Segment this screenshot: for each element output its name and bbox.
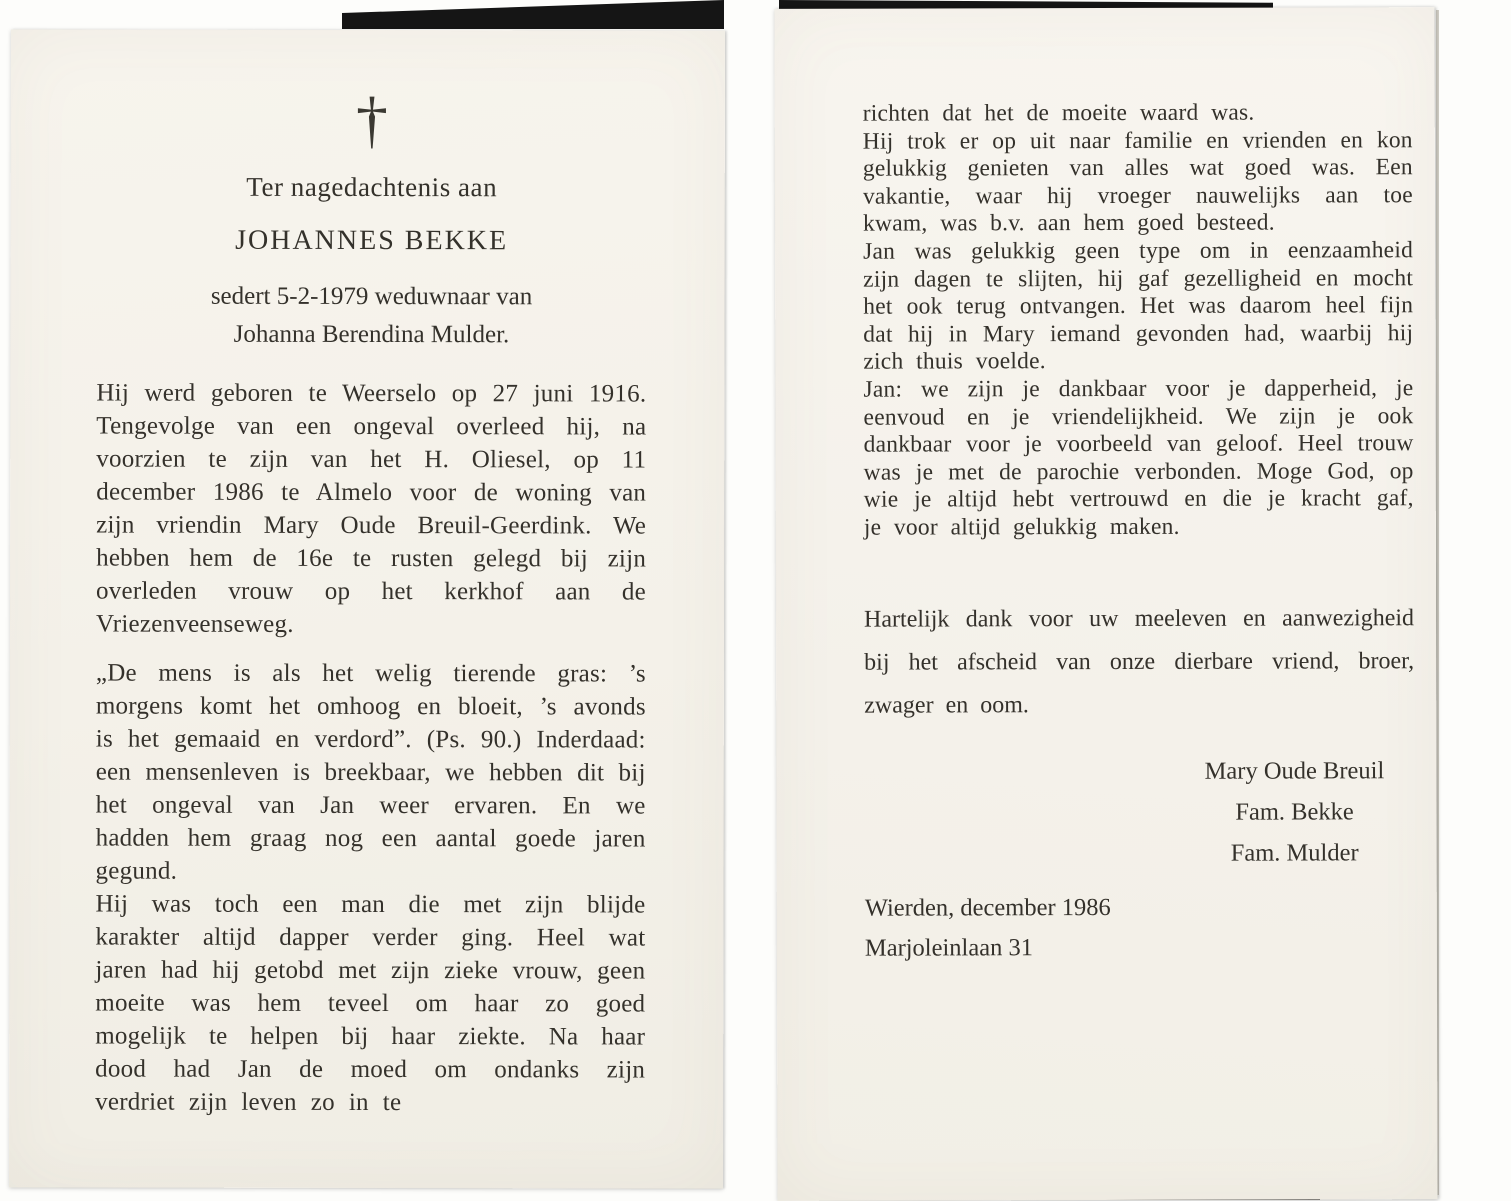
- paragraph-thanks: Hartelijk dank voor uw meeleven en aanwezigheid bij het afscheid van onze dierbare vriend, broer, zwager en oom.: [864, 604, 1415, 719]
- memorial-card-right-page: [774, 7, 1437, 1201]
- signature-line: Mary Oude Breuil: [1204, 756, 1385, 785]
- paragraph-biography: Hij werd geboren te Weerselo op 27 juni 1916. Tengevolge van een ongeval overleed hij, na voorzien te zijn van het H. Oliesel, op 11 december 1986 te Almelo voor de woning van zijn vriendin Mary Oude Breuil-Geerdink. We hebben hem de 16e te rusten gelegd bij zijn overleden vrouw op het kerkhof aan de Vriezenveenseweg.: [95, 379, 647, 638]
- paragraph-gratitude: Jan: we zijn je dankbaar voor je dapperheid, je eenvoud en je vriendelijkheid. We zijn je ook dankbaar voor je voorbeeld van geloof. Heel trouw was je met de parochie verbonden. Moge God, op wie je altijd hebt vertrouwd en die je kracht gaf, je voor altijd gelukkig maken.: [863, 375, 1414, 541]
- paragraph-family-friends: Hij trok er op uit naar familie en vrienden en kon gelukkig genieten van alles wat goed was. Een vakantie, waar hij vroeger nauwelijks aan toe kwam, was b.v. aan hem goed besteed.: [862, 126, 1413, 238]
- left-page-body: [95, 377, 646, 1120]
- memorial-heading: Ter nagedachtenis aan: [246, 171, 498, 203]
- signature-line: Fam. Bekke: [1235, 797, 1354, 826]
- cross-icon: †: [355, 83, 388, 156]
- paragraph-companionship: Jan was gelukkig geen type om in eenzaamheid zijn dagen te slijten, hij gaf gezelligheid en mocht het ook terug ontvangen. Het was daarom heel fijn dat hij in Mary iemand gevonden had, waarbij hij zich thuis voelde.: [863, 237, 1414, 375]
- right-page-body: [863, 99, 1414, 542]
- memorial-card-left-page: [9, 29, 725, 1188]
- paragraph-psalm: „De mens is als het welig tierende gras: ’s morgens komt het omhoog en bloeit, ’s avonds is het gemaaid en verdord”. (Ps. 90.) Inderdaad: een mensenleven is breekbaar, we hebben dit bij het ongeval van Jan weer ervaren. En we hadden hem graag nog een aantal goede jaren gegund.: [95, 659, 646, 885]
- deceased-name: JOHANNES BEKKE: [235, 224, 509, 257]
- place-date-line: Wierden, december 1986: [864, 893, 1111, 922]
- paragraph-continuation: richten dat het de moeite waard was.: [862, 99, 1255, 127]
- widower-line: sedert 5-2-1979 weduwnaar van: [210, 282, 533, 311]
- paragraph-character: Hij was toch een man die met zijn blijde karakter altijd dapper verder ging. Heel wat jaren had hij getobd met zijn zieke vrouw, geen moeite was hem teveel om haar zo goed mogelijk te helpen bij haar ziekte. Na haar dood had Jan de moed om ondanks zijn verdriet zijn leven zo in te: [95, 890, 646, 1117]
- signature-line: Fam. Mulder: [1230, 838, 1359, 867]
- scan-edge-artifact-top-left: [342, 0, 724, 29]
- address-line: Marjoleinlaan 31: [864, 933, 1033, 962]
- spouse-name: Johanna Berendina Mulder.: [233, 320, 510, 349]
- signature-block: [1119, 750, 1469, 874]
